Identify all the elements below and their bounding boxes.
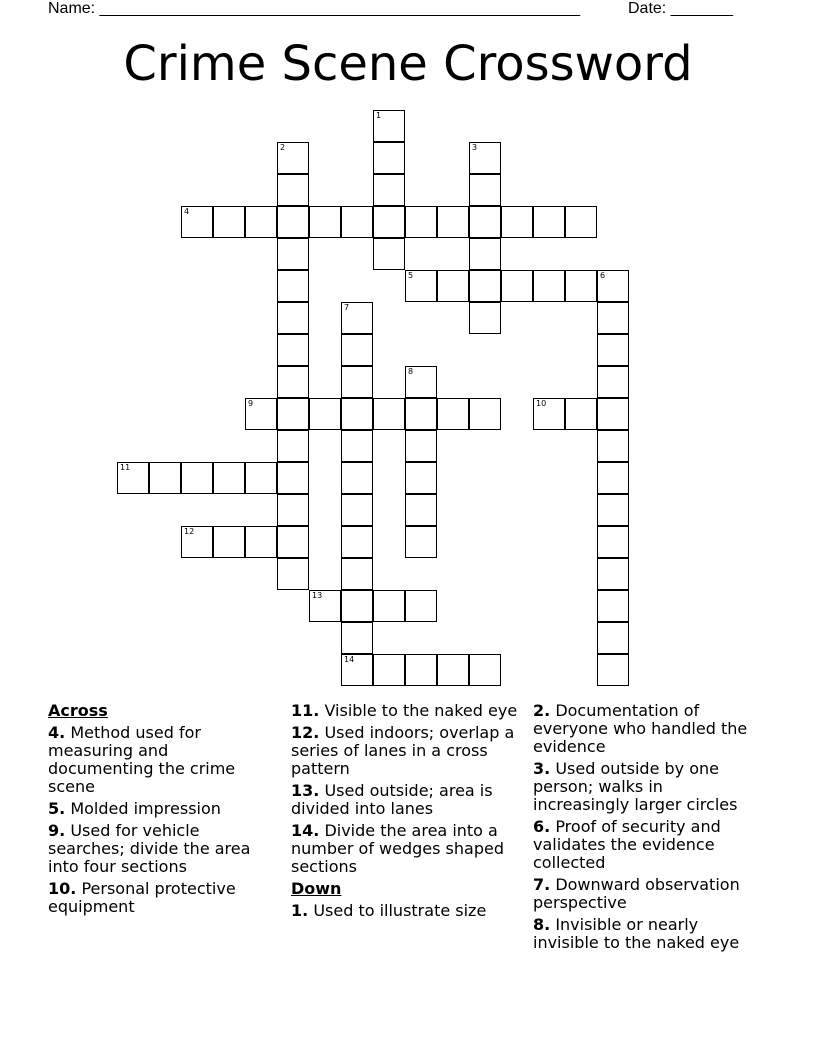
- grid-cell[interactable]: [309, 206, 341, 238]
- clue-number: 12.: [291, 723, 320, 742]
- grid-cell[interactable]: [181, 206, 213, 238]
- grid-cell[interactable]: [597, 430, 629, 462]
- grid-cell[interactable]: [597, 526, 629, 558]
- grid-cell[interactable]: [469, 398, 501, 430]
- grid-cell[interactable]: [597, 398, 629, 430]
- grid-cell[interactable]: [405, 590, 437, 622]
- grid-cell[interactable]: [405, 206, 437, 238]
- grid-cell[interactable]: [245, 462, 277, 494]
- down-clue-3: [533, 760, 763, 814]
- clue-number-label: 14: [344, 655, 355, 664]
- across-clue-11: [291, 702, 519, 720]
- grid-cell[interactable]: [597, 334, 629, 366]
- clue-number: 2.: [533, 701, 551, 720]
- clue-number: 5.: [48, 799, 66, 818]
- grid-cell[interactable]: [437, 270, 469, 302]
- grid-cell[interactable]: [405, 462, 437, 494]
- grid-cell[interactable]: [341, 494, 373, 526]
- grid-cell[interactable]: [469, 174, 501, 206]
- across-clue-12: [291, 724, 519, 778]
- grid-cell[interactable]: [405, 526, 437, 558]
- grid-cell[interactable]: [597, 590, 629, 622]
- grid-cell[interactable]: [437, 398, 469, 430]
- across-clue-5: [48, 800, 276, 818]
- across-clue-9: [48, 822, 276, 876]
- grid-cell[interactable]: [501, 206, 533, 238]
- clue-number-label: 11: [120, 463, 131, 472]
- grid-cell[interactable]: [469, 270, 501, 302]
- grid-cell[interactable]: [245, 206, 277, 238]
- grid-cell[interactable]: [213, 206, 245, 238]
- grid-cell[interactable]: [597, 270, 629, 302]
- clue-number-label: 3: [472, 143, 478, 152]
- grid-cell[interactable]: [597, 462, 629, 494]
- name-field-label[interactable]: Name: ______________________________________________________: [48, 0, 581, 17]
- grid-cell[interactable]: [597, 302, 629, 334]
- clue-number-label: 7: [344, 303, 350, 312]
- grid-cell[interactable]: [277, 302, 309, 334]
- grid-cell[interactable]: [341, 334, 373, 366]
- clue-text: Divide the area into a number of wedges shaped sections: [291, 821, 504, 876]
- clue-number-label: 9: [248, 399, 254, 408]
- grid-cell[interactable]: [341, 206, 373, 238]
- grid-cell[interactable]: [597, 366, 629, 398]
- clue-text: Used outside by one person; walks in increasingly larger circles: [533, 759, 738, 814]
- grid-cell[interactable]: [341, 398, 373, 430]
- grid-cell[interactable]: [181, 462, 213, 494]
- down-clue-2: [533, 702, 763, 756]
- grid-cell[interactable]: [373, 590, 405, 622]
- grid-cell[interactable]: [565, 398, 597, 430]
- clue-text: Used indoors; overlap a series of lanes in a cross pattern: [291, 723, 515, 778]
- page-title: Crime Scene Crossword: [123, 36, 693, 92]
- grid-cell[interactable]: [309, 590, 341, 622]
- clue-number: 13.: [291, 781, 320, 800]
- grid-cell[interactable]: [341, 590, 373, 622]
- grid-cell[interactable]: [597, 494, 629, 526]
- grid-cell[interactable]: [405, 270, 437, 302]
- clue-text: Used for vehicle searches; divide the area into four sections: [48, 821, 251, 876]
- clue-number-label: 8: [408, 367, 414, 376]
- grid-cell[interactable]: [277, 174, 309, 206]
- grid-cell[interactable]: [565, 206, 597, 238]
- clue-number-label: 10: [536, 399, 547, 408]
- clue-text: Method used for measuring and documenting the crime scene: [48, 723, 236, 796]
- grid-cell[interactable]: [405, 430, 437, 462]
- grid-cell[interactable]: [405, 654, 437, 686]
- grid-cell[interactable]: [341, 622, 373, 654]
- grid-cell[interactable]: [533, 398, 565, 430]
- grid-cell[interactable]: [341, 366, 373, 398]
- across-clue-14: [291, 822, 519, 876]
- clue-text: Downward observation perspective: [533, 875, 740, 912]
- grid-cell[interactable]: [373, 142, 405, 174]
- clue-number-label: 2: [280, 143, 286, 152]
- clue-text: Visible to the naked eye: [324, 701, 518, 720]
- clue-number-label: 1: [376, 111, 382, 120]
- clue-number: 7.: [533, 875, 551, 894]
- grid-cell[interactable]: [277, 526, 309, 558]
- grid-cell[interactable]: [597, 654, 629, 686]
- clue-number: 8.: [533, 915, 551, 934]
- grid-cell[interactable]: [277, 430, 309, 462]
- grid-cell[interactable]: [373, 206, 405, 238]
- clue-number: 1.: [291, 901, 309, 920]
- grid-cell[interactable]: [277, 238, 309, 270]
- across-clue-10: [48, 880, 276, 916]
- grid-cell[interactable]: [597, 558, 629, 590]
- grid-cell[interactable]: [277, 398, 309, 430]
- clue-text: Invisible or nearly invisible to the naked eye: [533, 915, 740, 952]
- grid-cell[interactable]: [149, 462, 181, 494]
- clues-column-2: [291, 702, 519, 924]
- clue-number: 4.: [48, 723, 66, 742]
- clue-number: 6.: [533, 817, 551, 836]
- grid-cell[interactable]: [277, 462, 309, 494]
- grid-cell[interactable]: [469, 206, 501, 238]
- grid-cell[interactable]: [405, 366, 437, 398]
- grid-cell[interactable]: [533, 206, 565, 238]
- grid-cell[interactable]: [213, 526, 245, 558]
- grid-cell[interactable]: [373, 174, 405, 206]
- grid-cell[interactable]: [405, 398, 437, 430]
- date-field-label[interactable]: Date: _______: [628, 0, 733, 17]
- down-clue-7: [533, 876, 763, 912]
- clue-number-label: 6: [600, 271, 606, 280]
- down-clue-6: [533, 818, 763, 872]
- grid-cell[interactable]: [373, 238, 405, 270]
- grid-cell[interactable]: [277, 494, 309, 526]
- clue-text: Used outside; area is divided into lanes: [291, 781, 493, 818]
- clue-text: Documentation of everyone who handled the evidence: [533, 701, 748, 756]
- grid-cell[interactable]: [277, 334, 309, 366]
- clue-text: Molded impression: [70, 799, 221, 818]
- grid-cell[interactable]: [341, 526, 373, 558]
- grid-cell[interactable]: [469, 654, 501, 686]
- across-clue-4: [48, 724, 276, 796]
- grid-cell[interactable]: [117, 462, 149, 494]
- grid-cell[interactable]: [341, 302, 373, 334]
- clue-text: Personal protective equipment: [48, 879, 236, 916]
- grid-cell[interactable]: [533, 270, 565, 302]
- grid-cell[interactable]: [181, 526, 213, 558]
- clue-text: Used to illustrate size: [313, 901, 487, 920]
- grid-cell[interactable]: [245, 526, 277, 558]
- clue-number: 14.: [291, 821, 320, 840]
- clue-number: 9.: [48, 821, 66, 840]
- clue-number: 10.: [48, 879, 77, 898]
- grid-cell[interactable]: [277, 558, 309, 590]
- down-clue-1: [291, 902, 519, 920]
- down-clue-8: [533, 916, 763, 952]
- grid-cell[interactable]: [597, 622, 629, 654]
- clue-number: 11.: [291, 701, 320, 720]
- grid-cell[interactable]: [373, 654, 405, 686]
- clue-number: 3.: [533, 759, 551, 778]
- clues-column-1: [48, 702, 276, 920]
- grid-cell[interactable]: [341, 654, 373, 686]
- grid-cell[interactable]: [277, 206, 309, 238]
- grid-cell[interactable]: [277, 366, 309, 398]
- clue-number-label: 12: [184, 527, 195, 536]
- grid-cell[interactable]: [469, 238, 501, 270]
- grid-cell[interactable]: [309, 398, 341, 430]
- grid-cell[interactable]: [373, 398, 405, 430]
- grid-cell[interactable]: [469, 302, 501, 334]
- grid-cell[interactable]: [277, 270, 309, 302]
- across-clue-13: [291, 782, 519, 818]
- grid-cell[interactable]: [245, 398, 277, 430]
- clue-number-label: 13: [312, 591, 323, 600]
- grid-cell[interactable]: [341, 430, 373, 462]
- down-heading: Down: [291, 879, 342, 898]
- grid-cell[interactable]: [565, 270, 597, 302]
- across-heading: Across: [48, 701, 108, 720]
- grid-cell[interactable]: [437, 206, 469, 238]
- grid-cell[interactable]: [405, 494, 437, 526]
- clue-text: Proof of security and validates the evidence collected: [533, 817, 721, 872]
- clue-number-label: 4: [184, 207, 190, 216]
- grid-cell[interactable]: [341, 558, 373, 590]
- grid-cell[interactable]: [437, 654, 469, 686]
- grid-cell[interactable]: [373, 110, 405, 142]
- clue-number-label: 5: [408, 271, 414, 280]
- grid-cell[interactable]: [501, 270, 533, 302]
- grid-cell[interactable]: [341, 462, 373, 494]
- grid-cell[interactable]: [469, 142, 501, 174]
- grid-cell[interactable]: [213, 462, 245, 494]
- clues-column-3: [533, 702, 763, 956]
- grid-cell[interactable]: [277, 142, 309, 174]
